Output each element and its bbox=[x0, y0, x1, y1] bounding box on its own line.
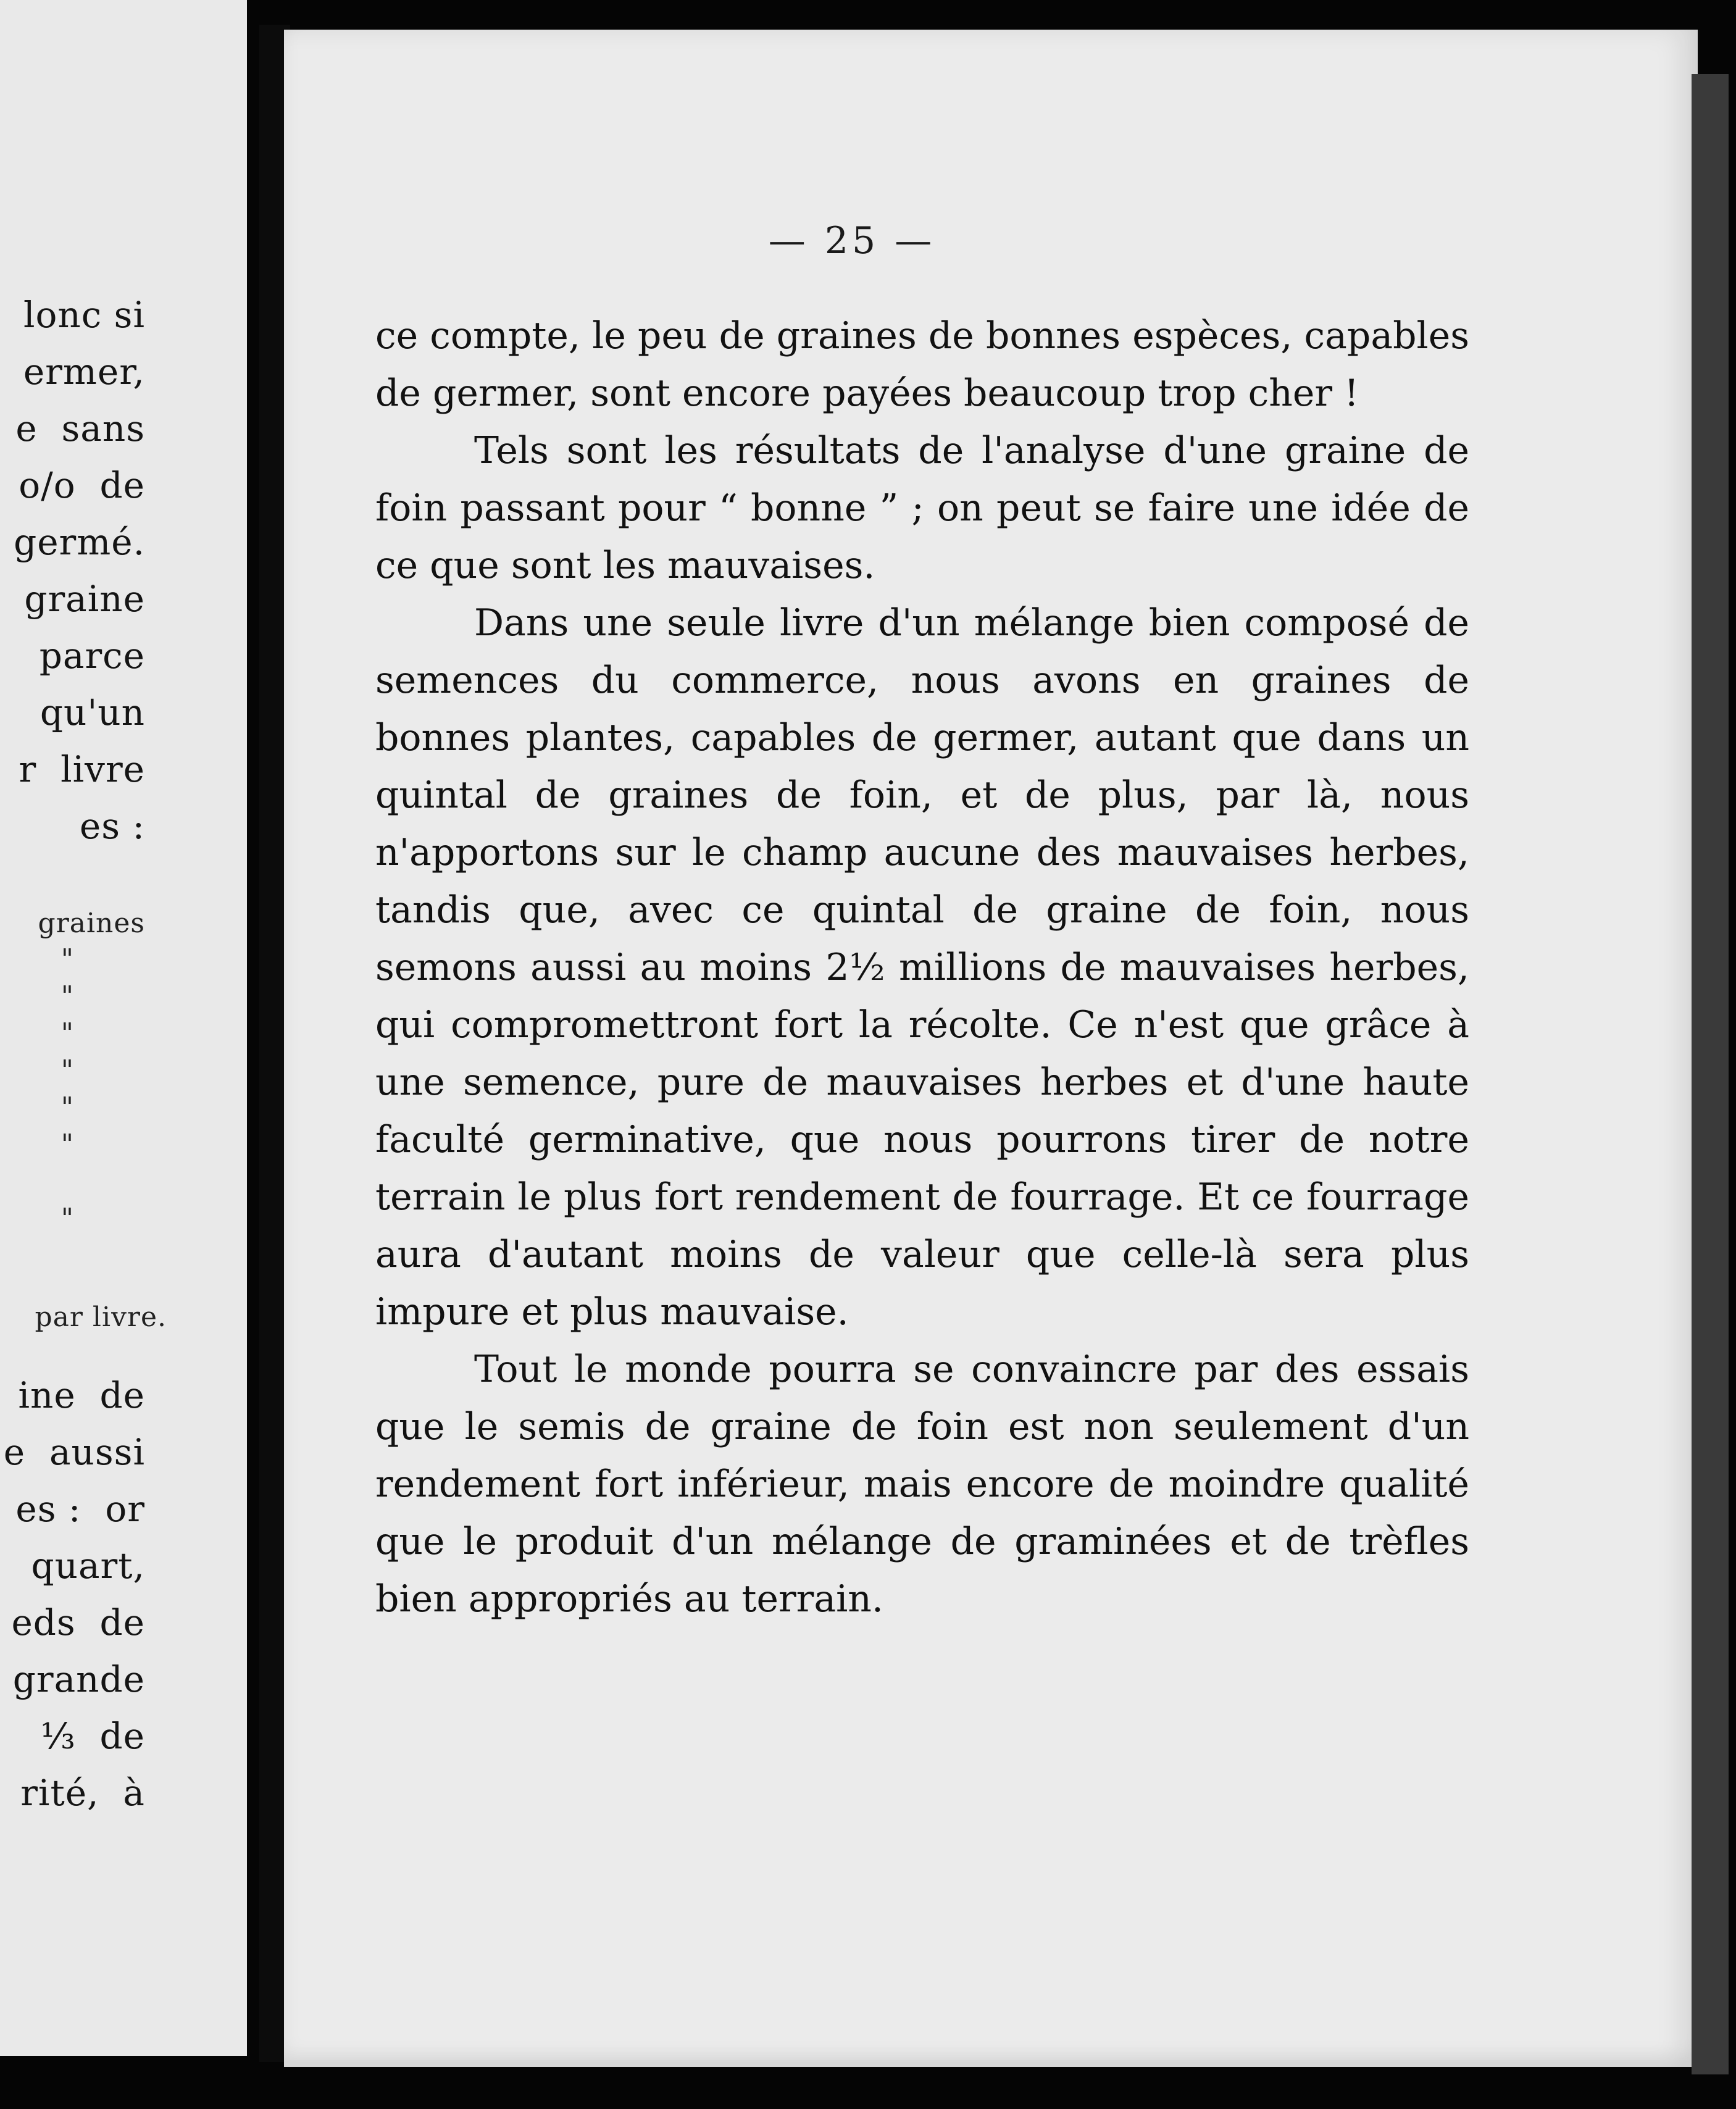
page-edge bbox=[1692, 74, 1729, 2074]
left-text-fragment: germé. bbox=[14, 521, 145, 563]
left-text-fragment: ermer, bbox=[23, 351, 145, 393]
page-number: — 25 — bbox=[768, 219, 936, 262]
left-text-fragment: lonc si bbox=[23, 294, 145, 336]
left-list-fragment: " bbox=[61, 980, 74, 1012]
paragraph: Dans une seule livre d'un mélange bien composé de semences du commerce, nous avons en graines de bonnes plantes, capables de germer, autant que dans un quintal de graines de foin, et de plus, par là, nous n'apportons sur le champ aucune des mauvaises herbes, tandis que, avec ce quintal de graine de foin, nous semons aussi au moins 2½ millions de mauvaises herbes, qui compromettront fort la récolte. Ce n'est que grâce à une semence, pure de mauvaises herbes et d'une haute faculté germinative, que nous pourrons tirer de notre terrain le plus fort rendement de fourrage. Et ce fourrage aura d'autant moins de valeur que celle-là sera plus impure et plus mauvaise. bbox=[375, 601, 1469, 1334]
previous-page-fragment bbox=[0, 0, 247, 2056]
paragraph: Tout le monde pourra se convaincre par des essais que le semis de graine de foin est non seulement d'un rendement fort inférieur, mais encore de moindre qualité que le produit d'un mélange de graminées et de trèfles bien appropriés au terrain. bbox=[375, 1348, 1469, 1621]
left-text-fragment: ⅓ de bbox=[40, 1715, 145, 1757]
left-text-fragment: qu'un bbox=[40, 691, 145, 733]
left-text-fragment: parce bbox=[39, 635, 145, 677]
left-text-fragment: o/o de bbox=[19, 464, 145, 506]
left-text-fragment: e sans bbox=[15, 407, 145, 449]
left-list-fragment: " bbox=[61, 943, 74, 975]
paragraph: Tels sont les résultats de l'analyse d'une graine de foin passant pour “ bonne ” ; on peut se faire une idée de ce que sont les mauvaises. bbox=[375, 429, 1469, 587]
left-list-fragment: par livre. bbox=[35, 1301, 167, 1333]
left-text-fragment: e aussi bbox=[3, 1431, 145, 1473]
paragraph: ce compte, le peu de graines de bonnes espèces, capables de germer, sont encore payées beaucoup trop cher ! bbox=[375, 314, 1469, 415]
left-text-fragment: r livre bbox=[19, 748, 145, 790]
left-list-fragment: " bbox=[61, 1129, 74, 1160]
left-list-fragment: " bbox=[61, 1054, 74, 1086]
left-list-fragment: " bbox=[61, 1017, 74, 1049]
left-list-fragment: graines bbox=[38, 908, 145, 939]
page-body bbox=[375, 307, 1469, 1628]
left-text-fragment: rité, à bbox=[20, 1772, 145, 1814]
left-text-fragment: ine de bbox=[18, 1374, 145, 1416]
left-text-fragment: graine bbox=[24, 578, 145, 620]
left-text-fragment: es : or bbox=[15, 1488, 145, 1530]
left-text-fragment: quart, bbox=[31, 1545, 145, 1587]
left-list-fragment: " bbox=[61, 1092, 74, 1123]
left-list-fragment: " bbox=[61, 1203, 74, 1234]
left-text-fragment: es : bbox=[79, 805, 145, 847]
left-text-fragment: eds de bbox=[11, 1602, 145, 1643]
left-text-fragment: grande bbox=[12, 1658, 145, 1700]
